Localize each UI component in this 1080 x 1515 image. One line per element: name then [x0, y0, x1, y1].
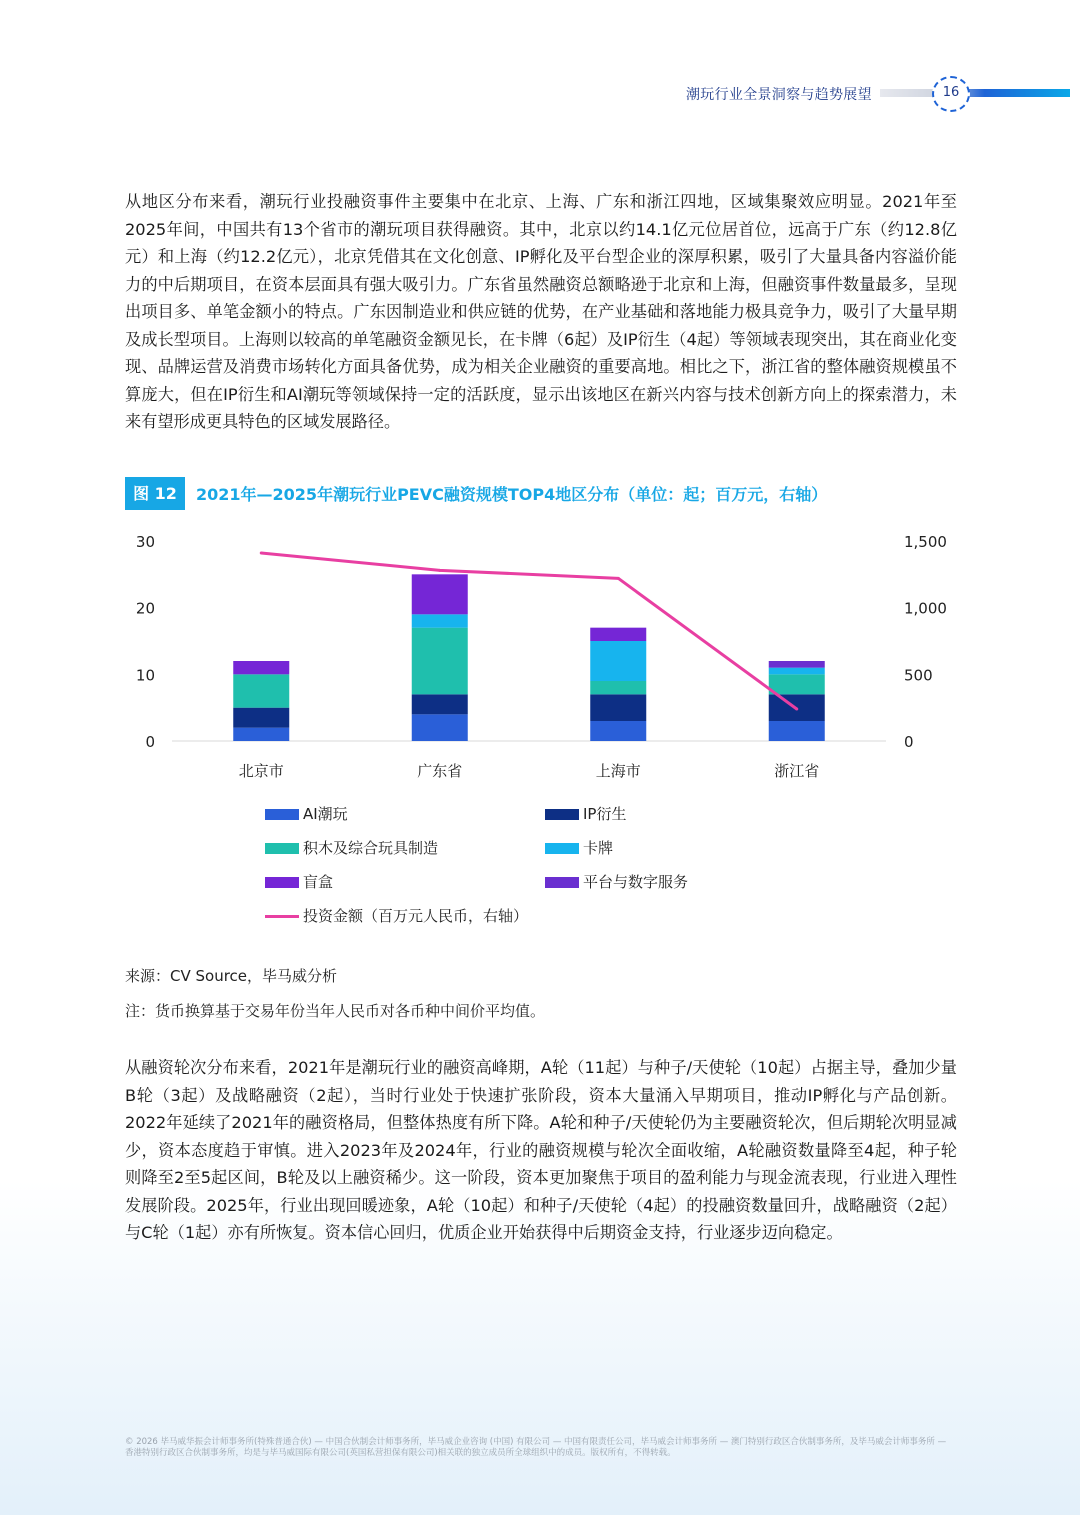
legend-item — [545, 803, 626, 824]
bar-segment — [412, 628, 468, 695]
bar-segment — [412, 694, 468, 714]
stacked-bar-line-chart — [120, 525, 960, 795]
legend-label: 平台与数字服务 — [583, 873, 689, 891]
legend-swatch — [265, 843, 299, 854]
y-right-tick-label: 1,000 — [904, 599, 947, 618]
paragraph-regional: 从地区分布来看，潮玩行业投融资事件主要集中在北京、上海、广东和浙江四地，区域集聚效应明显。2021年至2025年间，中国共有13个省市的潮玩项目获得融资。其中，北京以约14.1亿元位居首位，远高于广东（约12.8亿元）和上海（约12.2亿元），北京凭借其在文化创意、IP孵化及平台型企业的深厚积累，吸引了大量具备内容溢价能力的中后期项目，在资本层面具有强大吸引力。广东省虽然融资总额略逊于北京和上海，但融资事件数量最多，呈现出项目多、单笔金额小的特点。广东因制造业和供应链的优势，在产业基础和落地能力极具竞争力，吸引了大量早期及成长型项目。上海则以较高的单笔融资金额见长，在卡牌（6起）及IP衍生（4起）等领域表现突出，其在商业化变现、品牌运营及消费市场转化方面具备优势，成为相关企业融资的重要高地。相比之下，浙江省的整体融资规模虽不算庞大，但在IP衍生和AI潮玩等领域保持一定的活跃度，显示出该地区在新兴内容与技术创新方向上的探索潜力，未来有望形成更具特色的区域发展路径。 — [125, 192, 957, 431]
legend-swatch — [545, 809, 579, 820]
x-category-label: 广东省 — [417, 762, 463, 780]
bar-segment — [590, 694, 646, 721]
legend-line-swatch — [265, 915, 299, 918]
y-left-tick-label: 0 — [145, 733, 155, 751]
header-accent-line — [880, 89, 1070, 97]
legend-swatch — [265, 809, 299, 820]
bar-segment — [233, 728, 289, 741]
bar-segment — [412, 574, 468, 614]
bar-segment — [412, 614, 468, 627]
investment-point — [260, 552, 263, 555]
legend-swatch — [545, 843, 579, 854]
bar-segment — [233, 708, 289, 728]
legend-swatch — [265, 877, 299, 888]
y-left-tick-label: 10 — [135, 666, 155, 685]
investment-amount-line — [261, 553, 797, 709]
legend-item — [265, 871, 333, 892]
legend-label: AI潮玩 — [303, 805, 348, 823]
legend-label: 投资金额（百万元人民币，右轴） — [303, 907, 529, 925]
bar-segment — [590, 641, 646, 681]
legend-item-line — [265, 905, 528, 926]
legend-item — [545, 871, 688, 892]
legend-label: IP衍生 — [583, 805, 627, 823]
bar-segment — [769, 668, 825, 675]
investment-point — [438, 569, 441, 572]
bar-segment — [769, 674, 825, 694]
x-category-label: 北京市 — [238, 762, 284, 780]
currency-note: 注：货币换算基于交易年份当年人民币对各币种中间价平均值。 — [125, 1002, 546, 1020]
y-left-tick-label: 30 — [135, 533, 155, 551]
page-number: 16 — [932, 76, 970, 112]
investment-point — [795, 708, 798, 711]
bar-segment — [769, 721, 825, 741]
x-category-label: 上海市 — [595, 762, 641, 780]
bar-segment — [412, 714, 468, 741]
investment-point — [617, 577, 620, 580]
copyright-footer: © 2026 毕马威华振会计师事务所(特殊普通合伙) — 中国合伙制会计师事务所，毕马威企业咨询 (中国) 有限公司 — 中国有限责任公司，毕马威会计师事务所 — 澳门特别行政区合伙制事务所，及毕马威会计师事务所 — 香港特别行政区合伙制事务所，均是与毕马威国际有限公司(英国私营担保有限公司)相关联的独立成员所全球组织中的成员。版权所有，不得转载。 — [125, 1437, 947, 1458]
legend-label: 卡牌 — [583, 839, 614, 857]
legend-label: 积木及综合玩具制造 — [303, 839, 439, 857]
legend-item — [265, 837, 438, 858]
bar-segment — [233, 674, 289, 707]
y-right-tick-label: 1,500 — [904, 533, 947, 551]
y-right-tick-label: 500 — [904, 666, 933, 685]
legend-label: 盲盒 — [303, 873, 334, 891]
legend-item — [545, 837, 613, 858]
report-title: 潮玩行业全景洞察与趋势展望 — [686, 87, 872, 103]
source-note: 来源：CV Source，毕马威分析 — [125, 967, 338, 985]
legend-swatch — [545, 877, 579, 888]
y-right-tick-label: 0 — [904, 733, 914, 751]
bar-segment — [769, 661, 825, 668]
bar-segment — [590, 681, 646, 694]
bar-segment — [233, 661, 289, 674]
paragraph-rounds: 从融资轮次分布来看，2021年是潮玩行业的融资高峰期，A轮（11起）与种子/天使轮（10起）占据主导，叠加少量B轮（3起）及战略融资（2起），当时行业处于快速扩张阶段，资本大量涌入早期项目，推动IP孵化与产品创新。2022年延续了2021年的融资格局，但整体热度有所下降。A轮和种子/天使轮仍为主要融资轮次，但后期轮次明显减少，资本态度趋于审慎。进入2023年及2024年，行业的融资规模与轮次全面收缩，A轮融资数量降至4起，种子轮则降至2至5起区间，B轮及以上融资稀少。这一阶段，资本更加聚焦于项目的盈利能力与现金流表现，行业进入理性发展阶段。2025年，行业出现回暖迹象，A轮（10起）和种子/天使轮（4起）的投融资数量回升，战略融资（2起）与C轮（1起）亦有所恢复。资本信心回归，优质企业开始获得中后期资金支持，行业逐步迈向稳定。 — [125, 1058, 957, 1242]
y-left-tick-label: 20 — [135, 599, 155, 618]
x-category-label: 浙江省 — [774, 762, 820, 780]
legend-item — [265, 803, 348, 824]
figure-title: 2021年—2025年潮玩行业PEVC融资规模TOP4地区分布（单位：起；百万元，右轴） — [196, 485, 828, 504]
bar-segment — [590, 628, 646, 641]
figure-label: 图 12 — [125, 477, 185, 510]
bar-segment — [590, 721, 646, 741]
